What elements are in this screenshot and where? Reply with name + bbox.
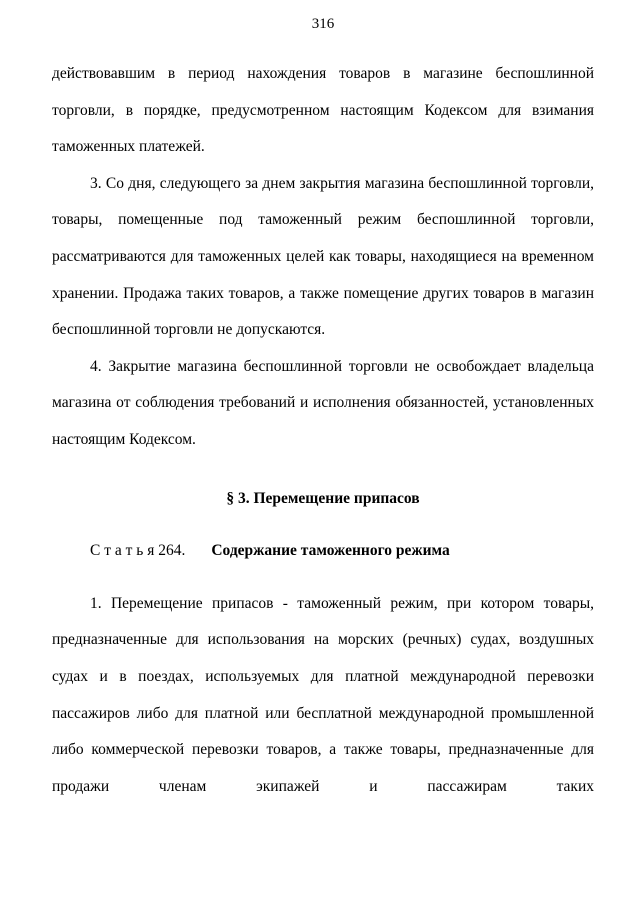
article-number: С т а т ь я 264. — [90, 542, 186, 560]
article-title: Содержание таможенного режима — [211, 542, 450, 560]
article-heading — [52, 533, 594, 570]
paragraph-continuation: действовавшим в период нахождения товаров в магазине беспошлинной торговли, в порядке, предусмотренном настоящим Кодексом для взимания таможенных платежей. — [52, 65, 594, 156]
section-heading: § 3. Перемещение припасов — [226, 489, 420, 507]
paragraph-point-3: 3. Со дня, следующего за днем закрытия магазина беспошлинной торговли, товары, помещенные под таможенный режим беспошлинной торговли, рассматриваются для таможенных целей как товары, находящиеся на временном хранении. Продажа таких товаров, а также помещение других товаров в магазин беспошлинной торговли не допускаются. — [52, 174, 594, 339]
page-number: 316 — [311, 16, 335, 32]
paragraph-point-1: 1. Перемещение припасов - таможенный режим, при котором товары, предназначенные для использования на морских (речных) судах, воздушных судах и в поездах, используемых для платной международной перевозки пассажиров либо для платной или бесплатной международной промышленной либо коммерческой перевозки товаров, а также товары, предназначенные для продажи членам экипажей и пассажирам таких — [52, 594, 594, 795]
body-text — [52, 56, 594, 805]
paragraph-point-4: 4. Закрытие магазина беспошлинной торговли не освобождает владельца магазина от соблюдения требований и исполнения обязанностей, установленных настоящим Кодексом. — [52, 357, 594, 448]
